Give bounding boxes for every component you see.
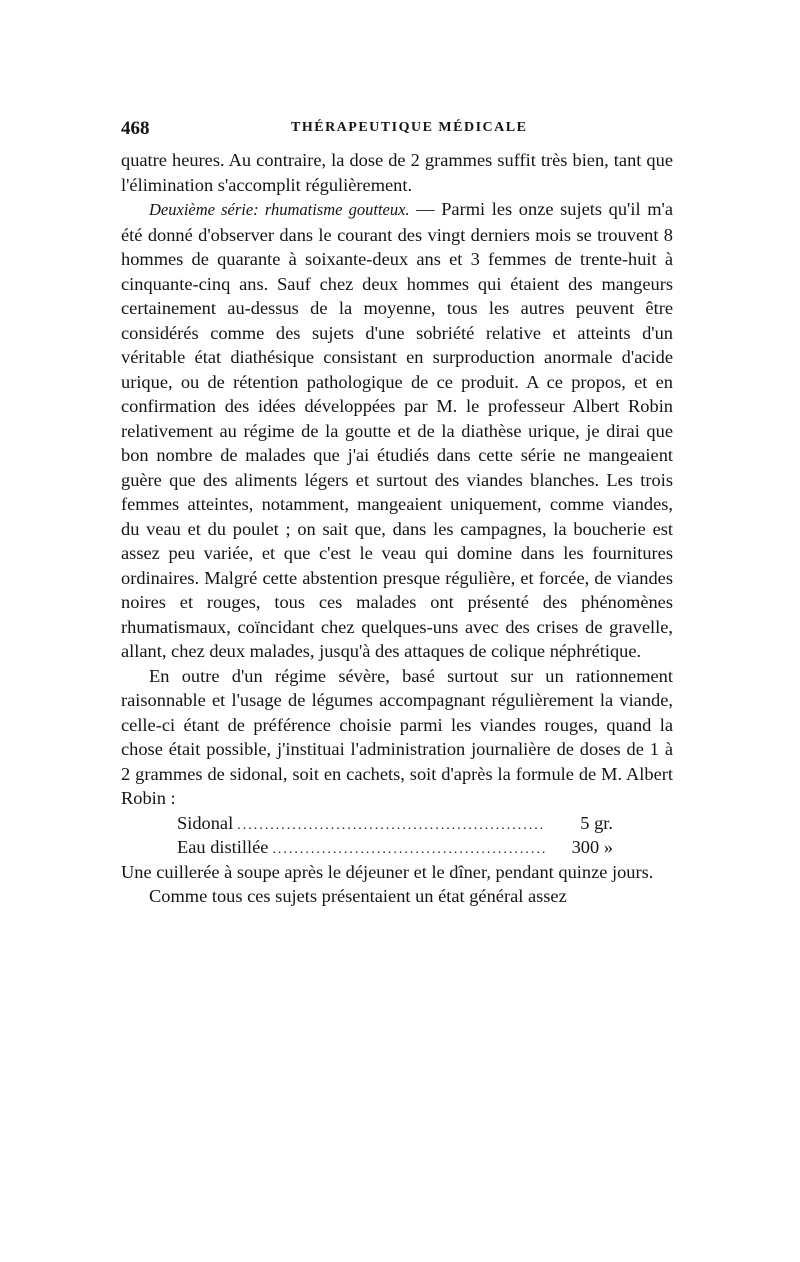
formula-quantity: 300 » <box>571 837 613 857</box>
page-number: 468 <box>121 118 150 139</box>
paragraph-treatment: En outre d'un régime sévère, basé surtout sur un rationnement raisonnable et l'usage de légumes accompagnant régulièrement la viande, celle-ci étant de préférence choisie parmi les viandes rouges, quand la chose était possible, j'instituai l'administration journalière de doses de 1 à 2 grammes de sidonal, soit en cachets, soit d'après la formule de M. Albert Robin : <box>121 665 673 808</box>
paragraph-continuation: quatre heures. Au contraire, la dose de 2 grammes suffit très bien, tant que l'élimination s'accomplit régulièrement. <box>121 150 673 195</box>
body-text <box>121 148 673 909</box>
formula-row <box>177 835 613 860</box>
paragraph-series-two <box>121 197 673 664</box>
series-title: Deuxième série: rhumatisme goutteux. <box>149 200 410 219</box>
running-title: THÉRAPEUTIQUE MÉDICALE <box>291 120 528 135</box>
formula-ingredient: Sidonal <box>177 812 234 833</box>
formula-ingredient: Eau distillée <box>177 837 269 857</box>
book-page <box>121 112 673 909</box>
running-head <box>121 112 673 142</box>
dot-leader <box>272 838 545 863</box>
prescription-formula <box>177 811 613 860</box>
dot-leader <box>237 814 545 839</box>
series-two-text: — Parmi les onze sujets qu'il m'a été donné d'observer dans le courant des vingt derniers mois se trouvent 8 hommes de quarante à soixante-deux ans et 3 femmes de trente-huit à cinquante-cinq ans. Sauf chez deux hommes qui étaient des mangeurs certainement au-dessus de la moyenne, tous les autres peuvent être considérés comme des sujets d'une sobriété relative et atteints d'un véritable état diathésique consistant en surproduction anormale d'acide urique, ou de rétention pathologique de ce produit. A ce propos, et en confirmation des idées développées par M. le professeur Albert Robin relativement au régime de la goutte et de la diathèse urique, je dirai que bon nombre de malades que j'ai étudiés dans cette série ne mangeaient guère que des aliments légers et surtout des viandes blanches. Les trois femmes atteintes, notamment, mangeaient uniquement, comme viandes, du veau et du poulet ; on sait que, dans les campagnes, la boucherie est assez peu variée, et que c'est le veau qui domine dans les fournitures ordinaires. Malgré cette abstention presque régulière, et forcée, de viandes noires et rouges, tous ces malades ont présenté des phénomènes rhumatismaux, coïncidant chez quelques-uns avec des crises de gravelle, allant, chez deux malades, jusqu'à des attaques de colique néphrétique. <box>121 199 673 661</box>
paragraph-dosage: Une cuillerée à soupe après le déjeuner et le dîner, pendant quinze jours. <box>121 861 654 882</box>
paragraph-next: Comme tous ces sujets présentaient un état général assez <box>149 886 567 906</box>
formula-row <box>177 811 613 836</box>
formula-quantity: 5 gr. <box>580 812 613 833</box>
